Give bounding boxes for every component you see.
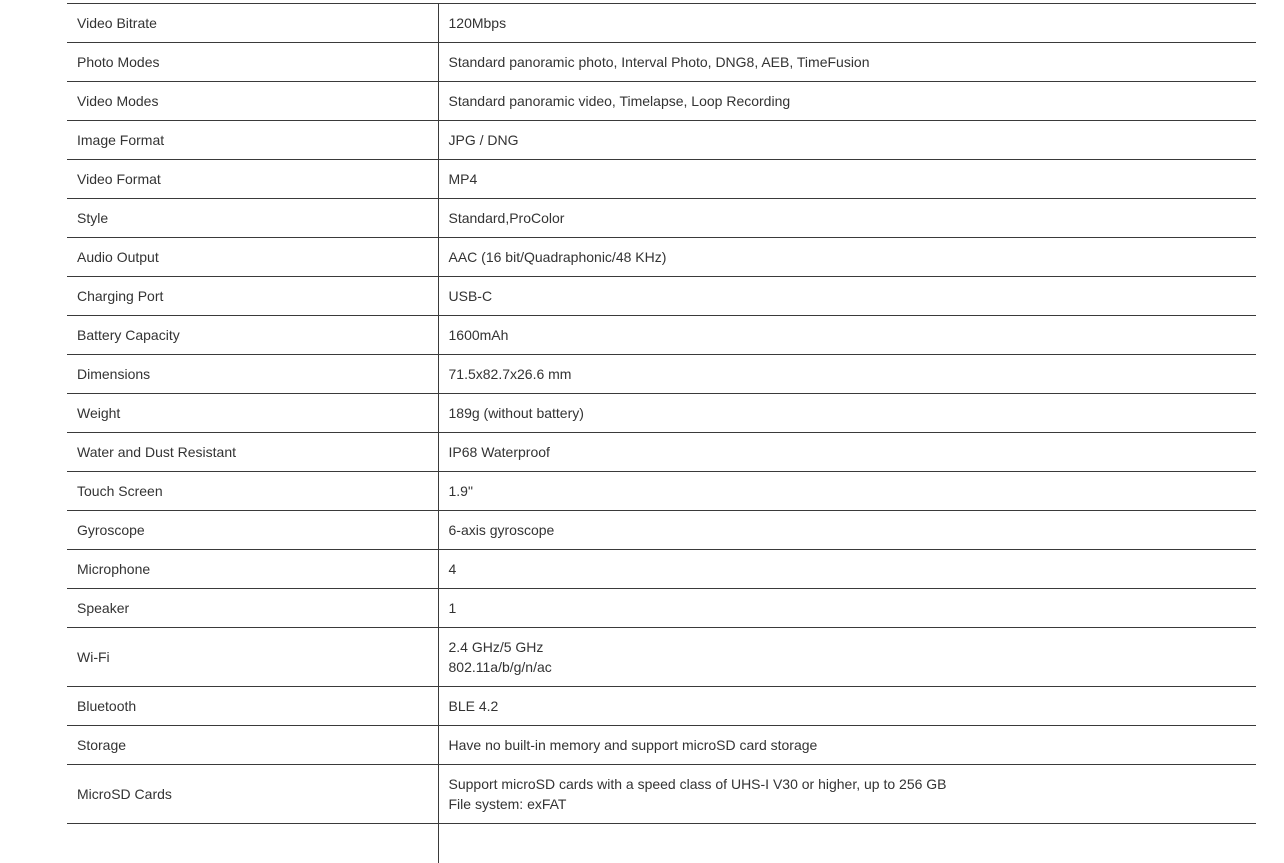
spec-value bbox=[438, 4, 1256, 43]
spec-value-line: 71.5x82.7x26.6 mm bbox=[448, 366, 572, 382]
spec-value-line: 1.9" bbox=[448, 483, 473, 499]
spec-value bbox=[438, 511, 1256, 550]
spec-value-line: IP68 Waterproof bbox=[448, 444, 550, 460]
table-row bbox=[67, 726, 1256, 765]
spec-value bbox=[438, 355, 1256, 394]
spec-label: MicroSD Cards bbox=[67, 765, 438, 824]
spec-table bbox=[67, 3, 1256, 863]
spec-value-line: File system: exFAT bbox=[448, 796, 567, 812]
table-row bbox=[67, 433, 1256, 472]
table-row bbox=[67, 82, 1256, 121]
spec-value-line: 1600mAh bbox=[448, 327, 509, 343]
spec-value bbox=[438, 765, 1256, 824]
table-row bbox=[67, 628, 1256, 687]
spec-label: Video Modes bbox=[67, 82, 438, 121]
spec-label: Photo Modes bbox=[67, 43, 438, 82]
spec-label: Water and Dust Resistant bbox=[67, 433, 438, 472]
spec-label: Touch Screen bbox=[67, 472, 438, 511]
table-row bbox=[67, 511, 1256, 550]
spec-value-line: USB-C bbox=[448, 288, 493, 304]
spec-value bbox=[438, 160, 1256, 199]
spec-label: Microphone bbox=[67, 550, 438, 589]
spec-value-line: 2.4 GHz/5 GHz bbox=[448, 639, 544, 655]
spec-label: Audio Output bbox=[67, 238, 438, 277]
table-row bbox=[67, 550, 1256, 589]
table-row bbox=[67, 43, 1256, 82]
spec-value-line: 120Mbps bbox=[448, 15, 507, 31]
spec-value bbox=[438, 628, 1256, 687]
spec-value-line: 4 bbox=[448, 561, 457, 577]
spec-value bbox=[438, 824, 1256, 863]
spec-value-line: 1 bbox=[448, 600, 457, 616]
spec-value-line: 802.11a/b/g/n/ac bbox=[448, 659, 552, 675]
spec-label: Gyroscope bbox=[67, 511, 438, 550]
spec-label: Video Bitrate bbox=[67, 4, 438, 43]
spec-value bbox=[438, 472, 1256, 511]
spec-value-line: Have no built-in memory and support microSD card storage bbox=[448, 737, 818, 753]
spec-value bbox=[438, 316, 1256, 355]
spec-label: Dimensions bbox=[67, 355, 438, 394]
spec-label: Video Format bbox=[67, 160, 438, 199]
spec-value bbox=[438, 277, 1256, 316]
spec-label: Bluetooth bbox=[67, 687, 438, 726]
spec-label: Wi-Fi bbox=[67, 628, 438, 687]
spec-value bbox=[438, 687, 1256, 726]
spec-label bbox=[67, 824, 438, 863]
spec-value bbox=[438, 394, 1256, 433]
table-row bbox=[67, 4, 1256, 43]
table-row bbox=[67, 160, 1256, 199]
spec-value-line: BLE 4.2 bbox=[448, 698, 499, 714]
spec-value bbox=[438, 199, 1256, 238]
spec-label: Image Format bbox=[67, 121, 438, 160]
spec-value-line: 6-axis gyroscope bbox=[448, 522, 555, 538]
table-row bbox=[67, 394, 1256, 433]
table-row bbox=[67, 589, 1256, 628]
table-row bbox=[67, 472, 1256, 511]
spec-value bbox=[438, 589, 1256, 628]
table-row bbox=[67, 121, 1256, 160]
spec-value bbox=[438, 726, 1256, 765]
spec-label: Style bbox=[67, 199, 438, 238]
spec-value-line: JPG / DNG bbox=[448, 132, 519, 148]
spec-value bbox=[438, 550, 1256, 589]
spec-value-line: 189g (without battery) bbox=[448, 405, 584, 421]
spec-label: Charging Port bbox=[67, 277, 438, 316]
spec-label: Weight bbox=[67, 394, 438, 433]
table-row bbox=[67, 199, 1256, 238]
spec-value-line: Standard panoramic photo, Interval Photo, DNG8, AEB, TimeFusion bbox=[448, 54, 870, 70]
table-row bbox=[67, 238, 1256, 277]
spec-value bbox=[438, 433, 1256, 472]
spec-value-line: Support microSD cards with a speed class of UHS-I V30 or higher, up to 256 GB bbox=[448, 776, 947, 792]
spec-label: Speaker bbox=[67, 589, 438, 628]
spec-label: Battery Capacity bbox=[67, 316, 438, 355]
spec-value-line: Standard,ProColor bbox=[448, 210, 565, 226]
table-row bbox=[67, 316, 1256, 355]
table-row bbox=[67, 824, 1256, 863]
table-row bbox=[67, 355, 1256, 394]
spec-value bbox=[438, 43, 1256, 82]
spec-value-line: AAC (16 bit/Quadraphonic/48 KHz) bbox=[448, 249, 667, 265]
table-row bbox=[67, 277, 1256, 316]
spec-value-line: Standard panoramic video, Timelapse, Loop Recording bbox=[448, 93, 791, 109]
table-row bbox=[67, 687, 1256, 726]
spec-value bbox=[438, 82, 1256, 121]
spec-label: Storage bbox=[67, 726, 438, 765]
spec-value-line: MP4 bbox=[448, 171, 478, 187]
table-row bbox=[67, 765, 1256, 824]
spec-value bbox=[438, 121, 1256, 160]
spec-value bbox=[438, 238, 1256, 277]
